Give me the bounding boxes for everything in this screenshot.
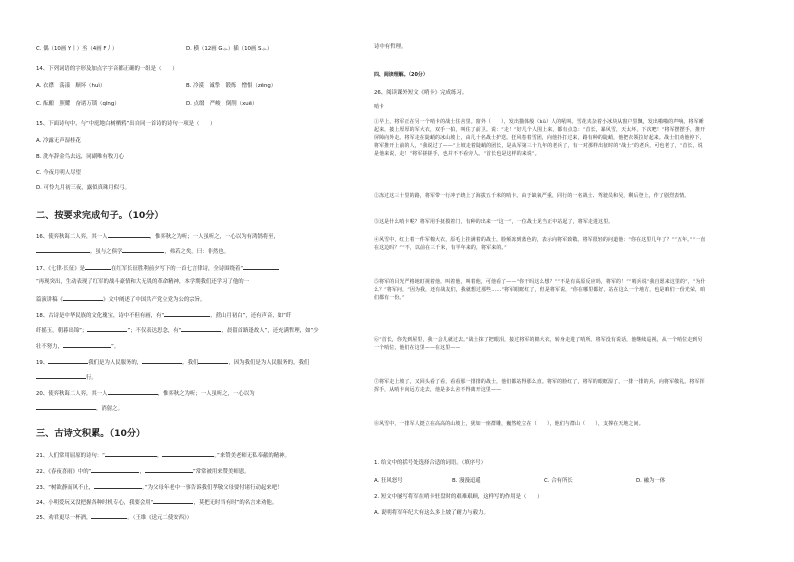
blank[interactable] (198, 358, 228, 364)
blank[interactable] (164, 311, 210, 317)
q13-option-d: D. 横（12画 G⺗）插（10画 S⺗） (186, 46, 273, 52)
section-3-heading: 三、古诗文积累。（10分） (36, 428, 146, 439)
blank[interactable] (162, 451, 214, 457)
q18-line-1: 18、古诗是中华民族的文化瑰宝，诗中不但有画，有“ ，蔗山月初白”，还有声音，如“纤 (36, 313, 292, 319)
blank[interactable] (122, 247, 164, 253)
q14-option-b: B. 冷漠 诚挚 锻炼 憎恨（zēng） (186, 83, 277, 89)
passage-paragraph-4: ④风雪中，红上着一件军棉大衣，原毛上挂满着的战士，脸颊冻到蓝色的，表示向将军致敬。将军很轻的问道他：“你在这里几年了？”“五年。”“一直在这边吗？”“不，以前在三千米，有半年来的，将军来的。” (374, 237, 706, 252)
q15-stem: 15、下面诗句中，与“中庭地白树栖鸦”出自同一首诗的诗句一项是（ ） (36, 121, 216, 127)
passage-paragraph-3: ③这是什么哨卡呢？将军用手抚摸着门，有种的出来一“这一”，一位战士见当正中站起了，将军走进这里。 (374, 219, 614, 225)
passage-paragraph-2: ②冻过这三十里的路，将军带一行冲子绕上了海拔五千米的哨卡。由于缺氧严重，同行的一名战士、驾驶员和吴，剩后登上，作了剧烈表情。 (374, 193, 690, 199)
blank[interactable] (153, 498, 193, 504)
q16-line-1: 16、使弈秋诲二人弈，其一人 ，惟弈秋之为听；一人虽听之，一心以为有鸿鹄将至， (36, 234, 279, 240)
q20-line-2: ，消射之。 (36, 404, 123, 413)
subq-1-option-a[interactable]: A. 狂风怒号 (374, 478, 403, 484)
q17-line-3: 篇演讲稿《 》文中阐述了中国共产党立党为公的宗旨。 (36, 297, 206, 303)
blank[interactable] (63, 342, 111, 348)
q22: 22、《春夜喜雨》中的“ ， ”常常被用来赞美师恩。 (36, 469, 250, 475)
q15-option-a: A. 冷露无声湿桂花 (36, 138, 81, 144)
passage-paragraph-6: ⑥“首长，你先到屋里，我一会儿就过去。”战士抹了把眼泪，接过将军的棉大衣，转身走进了哨所。将军没有说话，他继续巡视，从一个哨位走到另一个哨位，他们在这里——在这里—— (374, 337, 703, 352)
blank[interactable] (36, 247, 90, 253)
blank[interactable] (94, 483, 142, 489)
blank[interactable] (105, 451, 157, 457)
subq-1-option-c[interactable]: C. 合有所长 (544, 478, 573, 484)
carryover-line: 诗中有哲理。 (374, 44, 407, 50)
passage-paragraph-1: ①早上，将军正在另一个哨卡的战士住舍里。窗外（ ），发出猫体般（hǔ）人的吼叫。雪花夹杂着小冰块从窗户里飘，发出啪啪的声响。将军睡起来，披上厚厚的军大衣，双手一拍，叫住了前卫。说：“走！”好几个人围上来，都有点急：“首长，暴风雪，天太坏，下次吧！”将军摆摆手，推开屏障向外走。将军走在陡峭的冰山坡上，由几十名战士护送。狂风卷着雪团，向他扑打过来，路有种的陡峭，他把衣领拉好起来。战士们劝他停下，将军推开上前的人，“我说过了——”上坡走着陡峭的团长，是从军第三十九年的老兵了，有一对那样出征时的“战士”的老兵，可也老了，“首长，说是他来说，走！”将军搓搓手，也并不不看旁人。“首长也是这样的来说”。 (374, 119, 706, 158)
q17-line-2: ”再现突出，生动表现了红军的战斗豪情和大无畏的革命精神，本学期我们还学习了他的一 (36, 279, 250, 285)
blank[interactable] (91, 467, 139, 473)
blank[interactable] (36, 373, 86, 379)
q14-option-c: C. 酝酿 照耀 奋诸万锁（qīng） (36, 101, 120, 107)
q23: 23、“树欲静而风不止， 。”为父母年老中一事告诉我们孝敬父母要付诸行动起来吧！ (36, 485, 283, 491)
q15-option-d: D. 可怜九月初三夜，露似真珠月似弓。 (36, 185, 130, 191)
blank[interactable] (145, 467, 193, 473)
q15-option-c: C. 今夜月明人尽望 (36, 170, 81, 176)
subq-1-stem: 1. 给文中的括号处选择合适的词语。（填序号） (374, 460, 486, 466)
blank[interactable] (63, 295, 103, 301)
subq-1-option-b[interactable]: B. 漫漫迢遥 (452, 478, 481, 484)
section-4-heading: 四、阅读理解。（20分） (374, 72, 428, 78)
q24: 24、小明爱玩又没把握各种时机专心，我要会用“ ，莫把无时当有时”的名言来劝他。 (36, 500, 278, 506)
q15-option-b: B. 洗车辞金鸟去远，同副唯有牧刀心 (36, 154, 124, 160)
passage-paragraph-8: ⑧风雪中，一排军人挺立在高高的山坡上，犹如一座群雕，巍然屹立在（ ），他们与群山（ ），支撑在天地之间。 (374, 421, 644, 427)
subq-2-option-a[interactable]: A. 说明将军年纪大有这么多上坡了耐力与毅力。 (374, 510, 489, 516)
q13-option-c: C. 偶（10画 Y丨）丞（4画 F丿） (36, 46, 118, 52)
q14-stem: 14、下列词语的字形及加点字字音都正确的一组是（ ） (36, 66, 178, 72)
q18-line-2: 纤摇玉，朝暮出锦”； ”；不仅表达思念，有“ ，晨留首路逢故人”，还充满哲理，如“少 (36, 328, 319, 334)
passage-paragraph-7: ⑦将军走上坡了，又回头看了看，看看那一排排的战士，他们都站得那么直。将军的脸红了，将军的眼眶湿了，一排一排的兵，向将军敬礼。将军挥挥手，从哨卡向远方走去，他是多么舍不得离开这里—— (374, 379, 705, 394)
q16-line-2: 。虽与之俱学 ，弗若之矣。曰：非然也。 (36, 247, 229, 256)
blank[interactable] (108, 389, 158, 395)
blank[interactable] (142, 358, 182, 364)
passage-title: 哨卡 (374, 104, 384, 110)
blank[interactable] (181, 326, 221, 332)
q21: 21、人们常用屈原的诗句：“ ， 。”来赞美老师无私奉献的精神。 (36, 453, 290, 459)
blank[interactable] (108, 232, 150, 238)
subq-2-stem: 2. 短文中屡写将军在哨卡驻盘时的艰难艰顾，这样写的作用是（ ） (374, 494, 543, 500)
blank[interactable] (48, 358, 88, 364)
blank[interactable] (85, 264, 111, 270)
q19-line-2: 行。 (36, 373, 97, 382)
q18-line-3: 壮不努力， ”。 (36, 344, 120, 350)
blank[interactable] (87, 326, 127, 332)
subq-1-option-d[interactable]: D. 融为一体 (636, 478, 666, 484)
blank[interactable] (243, 264, 279, 270)
q26-stem: 26、阅读课外短文《哨卡》完成练习。 (374, 90, 468, 96)
q17-line-1: 17、《七律·长征》是 在红军长征胜利前夕写下的一首七言律诗，全诗围绕着“ (36, 264, 279, 273)
blank[interactable] (91, 513, 127, 519)
q19-line-1: 19、 我们是为人民服务的， 。我们 ，因为我们是为人民服务的，我们 (36, 360, 310, 366)
section-2-heading: 二、按要求完成句子。（10分） (36, 210, 164, 221)
q25: 25、劝君更尽一杯酒， 。（王维《送元二使安西》） (36, 515, 193, 521)
q20-line-1: 20、使弈秋诲二人弈，其一人 ，惟弈秋之为听；一人虽听之，一心以为 (36, 391, 255, 397)
q14-option-a: A. 衣襟 荡漾 顺坏（huì） (36, 83, 106, 89)
q14-option-d: D. 点缀 严峻 倒削（xuē） (186, 101, 258, 107)
passage-paragraph-5: ⑤将军的目光严格地盯视着他，叫着他，叫着他，可他看了——“你干吗这么想？”“不是有高原反应吗，将军的！”“哨兵说“我自愿来这里的”，“为什么？”将军问，“因为我，还有战友们，我就想过那些……”将军眼眶红了，但是将军说，“你在哪里都好，站在这么一个地方，也是咱们一份光荣，咱们都有一份。” (374, 279, 706, 302)
blank[interactable] (36, 404, 96, 410)
